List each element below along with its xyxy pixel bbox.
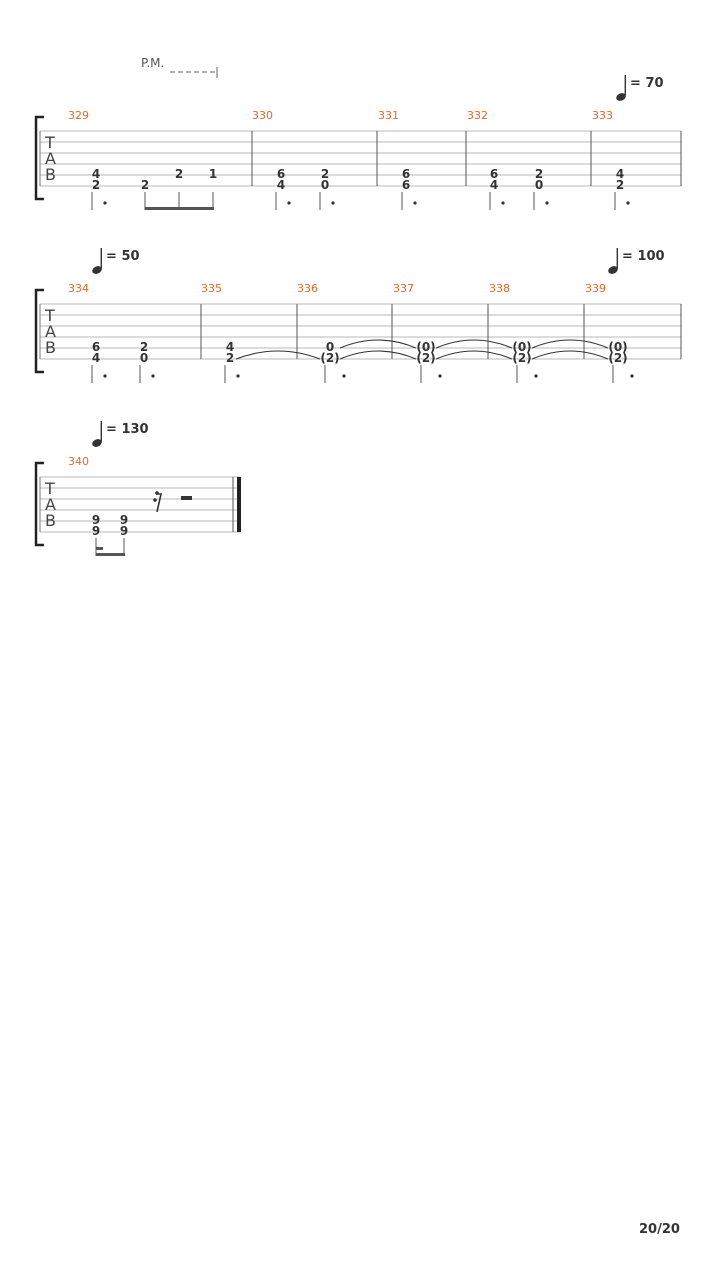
tab-fret-number: 9	[119, 524, 129, 538]
svg-text:A: A	[45, 322, 56, 341]
tab-fret-number: (2)	[512, 351, 532, 365]
svg-text:T: T	[45, 306, 55, 325]
svg-text:B: B	[45, 165, 56, 184]
measure-number: 334	[68, 282, 89, 295]
measure-number: 338	[489, 282, 510, 295]
final-barline	[233, 477, 241, 532]
tab-fret-number: (2)	[320, 351, 340, 365]
tab-fret-number: (0)	[512, 340, 532, 354]
measure-number: 330	[252, 109, 273, 122]
rhythm-beam-partial	[96, 547, 103, 550]
tab-system-3	[36, 455, 241, 556]
palm-mute-label: P.M.	[141, 56, 165, 70]
svg-text:B: B	[45, 511, 56, 530]
tab-fret-number: 4	[276, 178, 286, 192]
svg-text:= 50: = 50	[106, 249, 140, 264]
svg-text:= 70: = 70	[630, 76, 664, 91]
tab-fret-number: 2	[91, 178, 101, 192]
svg-text:= 130: = 130	[106, 422, 149, 437]
tab-fret-number: 9	[119, 513, 129, 527]
tab-clef	[44, 306, 56, 357]
measure-number: 336	[297, 282, 318, 295]
tab-fret-number: 9	[91, 524, 101, 538]
staff-lines	[40, 131, 681, 186]
svg-text:T: T	[45, 479, 55, 498]
tab-fret-number: 6	[401, 167, 411, 181]
tab-fret-number: 2	[139, 340, 149, 354]
tab-fret-number: (2)	[608, 351, 628, 365]
quarter-note-icon	[615, 75, 627, 102]
measure-number: 340	[68, 455, 89, 468]
page-number: 20/20	[639, 1222, 680, 1237]
tab-fret-number: 4	[91, 351, 101, 365]
tempo-marking-2	[91, 248, 140, 275]
tab-fret-number: 6	[91, 340, 101, 354]
measure-number: 332	[467, 109, 488, 122]
tab-fret-number: (0)	[416, 340, 436, 354]
tab-fret-number: 2	[140, 178, 150, 192]
tab-fret-number: 4	[489, 178, 499, 192]
quarter-note-icon	[91, 421, 103, 448]
quarter-note-icon	[91, 248, 103, 275]
quarter-note-icon	[607, 248, 619, 275]
tab-fret-number: 0	[139, 351, 149, 365]
svg-text:A: A	[45, 149, 56, 168]
staff-lines	[40, 477, 240, 532]
tab-fret-number: 0	[534, 178, 544, 192]
tab-fret-number: 4	[225, 340, 235, 354]
tempo-marking-4	[91, 421, 149, 448]
tab-clef	[44, 133, 56, 184]
tab-fret-number: (0)	[608, 340, 628, 354]
rhythm-beam	[96, 553, 125, 556]
measure-number: 333	[592, 109, 613, 122]
svg-text:B: B	[45, 338, 56, 357]
half-rest-icon	[181, 496, 192, 500]
tab-system-1	[36, 109, 681, 210]
measure-number: 329	[68, 109, 89, 122]
tab-fret-number: 2	[615, 178, 625, 192]
tab-fret-number: 0	[320, 178, 330, 192]
tab-fret-number: 0	[325, 340, 335, 354]
tab-fret-number: 2	[174, 167, 184, 181]
tab-fret-number: 6	[489, 167, 499, 181]
tempo-marking-1	[615, 75, 664, 102]
tab-fret-number: 2	[225, 351, 235, 365]
measure-number: 337	[393, 282, 414, 295]
tab-fret-number: 2	[534, 167, 544, 181]
tab-system-2	[36, 282, 681, 383]
tab-fret-number: (2)	[416, 351, 436, 365]
tab-fret-number: 4	[615, 167, 625, 181]
sixteenth-rest-icon	[153, 491, 161, 512]
svg-text:A: A	[45, 495, 56, 514]
rhythm-beam	[145, 207, 214, 210]
svg-text:= 100: = 100	[622, 249, 665, 264]
rhythm-stems	[92, 365, 613, 383]
measure-number: 331	[378, 109, 399, 122]
augmentation-dots	[103, 374, 633, 377]
tab-fret-number: 4	[91, 167, 101, 181]
tab-fret-number: 6	[401, 178, 411, 192]
augmentation-dots	[103, 201, 629, 204]
staff-lines	[40, 304, 681, 359]
tempo-marking-3	[607, 248, 665, 275]
measure-number: 339	[585, 282, 606, 295]
tab-fret-number: 2	[320, 167, 330, 181]
tab-fret-number: 6	[276, 167, 286, 181]
tab-clef	[44, 479, 56, 530]
tab-fret-number: 9	[91, 513, 101, 527]
svg-text:T: T	[45, 133, 55, 152]
measure-number: 335	[201, 282, 222, 295]
tab-fret-number: 1	[208, 167, 218, 181]
